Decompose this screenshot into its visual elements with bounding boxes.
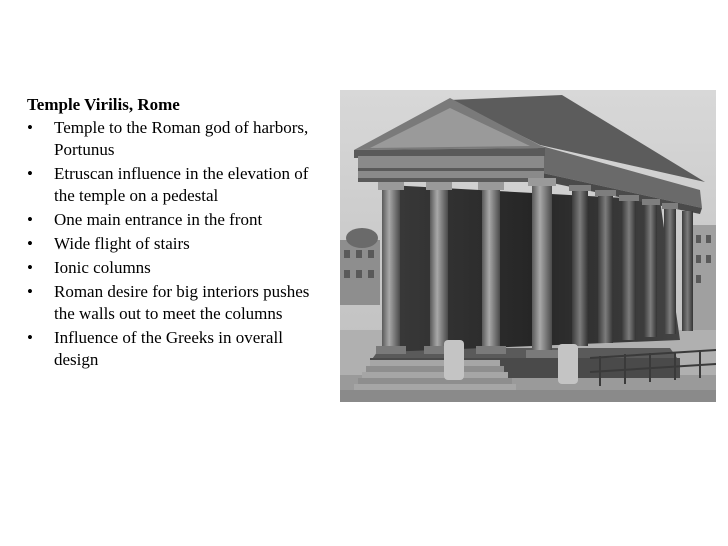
- bullet-icon: •: [27, 328, 33, 347]
- bullet-icon: •: [27, 282, 33, 301]
- list-item: [27, 117, 327, 161]
- list-item: [27, 281, 327, 325]
- list-item: [27, 163, 327, 207]
- slide-title: Temple Virilis, Rome: [27, 95, 180, 114]
- bullet-icon: •: [27, 258, 33, 277]
- bullet-text: Influence of the Greeks in overall design: [54, 328, 283, 369]
- list-item: [27, 209, 327, 231]
- bullet-text: Etruscan influence in the elevation of the temple on a pedestal: [54, 164, 309, 205]
- bullet-icon: •: [27, 234, 33, 253]
- bullet-text: Temple to the Roman god of harbors, Portunus: [54, 118, 309, 159]
- slide-text: [27, 94, 327, 373]
- bullet-text: Ionic columns: [54, 258, 151, 277]
- list-item: [27, 257, 327, 279]
- temple-stairs: [354, 360, 516, 390]
- temple-photo-icon: [340, 90, 716, 402]
- bullet-text: One main entrance in the front: [54, 210, 263, 229]
- stone-post: [444, 340, 464, 380]
- side-columns: [569, 185, 693, 346]
- bullet-icon: •: [27, 118, 33, 137]
- bullet-list: [27, 117, 327, 371]
- bullet-text: Roman desire for big interiors pushes the walls out to meet the columns: [54, 282, 310, 323]
- stone-post: [558, 344, 578, 384]
- bullet-icon: •: [27, 210, 33, 229]
- bullet-icon: •: [27, 164, 33, 183]
- list-item: [27, 327, 327, 371]
- temple-photo: [340, 90, 716, 402]
- list-item: [27, 233, 327, 255]
- bullet-text: Wide flight of stairs: [54, 234, 190, 253]
